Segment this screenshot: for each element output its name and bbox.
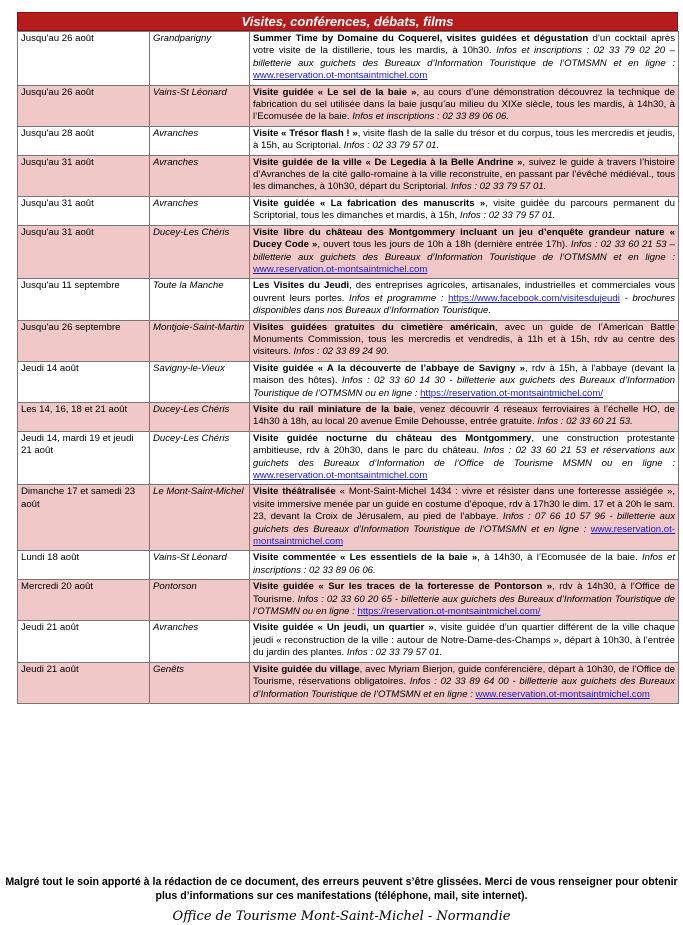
event-text-part: Visite commentée « Les essentiels de la baie » — [253, 552, 478, 564]
event-date: Jeudi 14 août — [18, 361, 150, 402]
event-text-part: Les Visites du Jeudi — [253, 280, 350, 292]
event-text-part: Visite du rail miniature de la baie — [253, 403, 413, 415]
event-text-part: , avec un guide de l’American Battle Monuments Commission, tous les mercredis et vendredis, à 11h et à 15h, rdv au centre des visiteurs. — [253, 321, 675, 358]
event-text-part: Infos : 02 33 60 21 53 – billetterie aux guichets des Bureaux d’Information Touristique de l’OTMSMN et en ligne : — [253, 239, 675, 263]
event-text-part: , avec Myriam Bierjon, guide conférencière, départ à 10h30, de l’Office de Tourisme, réservations obligatoires. — [253, 663, 675, 688]
disclaimer-text: Malgré tout le soin apporté à la rédaction de ce document, des erreurs peuvent s’être glissées. Merci de vous renseigner pour obtenir plus d’informations sur ces manifestations (téléphone, mail, site internet). — [5, 876, 678, 902]
event-place: Ducey-Les Chéris — [150, 402, 250, 431]
event-text-part: , suivez le guide à travers l’histoire d’Avranches de la cité gallo-romaine à la ville reconstruite, en passant par l’évêché médiéval., tous les dimanches, à 10h30, départ du Scriptorial. — [253, 156, 675, 193]
event-description — [250, 431, 679, 485]
event-text-part: , visite flash de la salle du trésor et du corpus, tous les mercredis et jeudis, à 15h, au Scriptorial. — [253, 127, 675, 152]
event-text-part: Visite guidée nocturne du château des Montgommery — [253, 432, 532, 444]
event-row — [18, 431, 679, 485]
event-place: Ducey-Les Chéris — [150, 431, 250, 485]
event-row — [18, 361, 679, 402]
event-place: Avranches — [150, 126, 250, 155]
event-description — [250, 580, 679, 621]
event-date: Jusqu'au 31 août — [18, 196, 150, 225]
event-link[interactable]: https://reservation.ot-montsaintmichel.com/ — [357, 606, 541, 618]
event-text-part: Visite guidée du village — [253, 663, 360, 675]
event-text-part: Infos : 02 33 89 24 90. — [293, 346, 390, 358]
event-date: Jusqu'au 26 août — [18, 32, 150, 86]
event-row — [18, 85, 679, 126]
event-date: Jeudi 21 août — [18, 621, 150, 662]
event-row — [18, 126, 679, 155]
event-description — [250, 361, 679, 402]
event-link[interactable]: www.reservation.ot-montsaintmichel.com — [253, 263, 428, 275]
event-date: Les 14, 16, 18 et 21 août — [18, 402, 150, 431]
event-text-part: Infos : 02 33 60 14 30 - billetterie aux guichets des Bureaux d’Information Touristique de l’OTMSMN ou en ligne : — [253, 375, 675, 399]
event-row — [18, 485, 679, 551]
event-date: Jusqu'au 31 août — [18, 155, 150, 196]
event-description — [250, 126, 679, 155]
event-row — [18, 551, 679, 580]
event-text-part: Infos : 02 33 60 20 65 - billetterie aux guichets des Bureaux d’Information Touristique de l’OTMSMN ou en ligne : — [253, 593, 675, 618]
event-text-part: Infos : 07 66 10 57 96 - billetterie aux guichets des Bureaux d’Information Touristique de l’OTMSMN et en ligne : — [253, 511, 675, 535]
event-row — [18, 225, 679, 279]
event-place: Avranches — [150, 155, 250, 196]
section-title: Visites, conférences, débats, films — [17, 12, 678, 31]
event-date: Jusqu'au 31 août — [18, 225, 150, 279]
event-place: Le Mont-Saint-Michel — [150, 485, 250, 551]
event-link[interactable]: www.reservation.ot-montsaintmichel.com — [253, 70, 428, 82]
event-description — [250, 662, 679, 703]
event-text-part: , visite guidée du parcours permanent du Scriptorial, tous les dimanches et mardis, à 15h, — [253, 197, 676, 222]
event-row — [18, 580, 679, 621]
event-text-part: Infos : 02 33 79 57 01. — [343, 140, 440, 152]
event-text-part: , des entreprises agricoles, artisanales, industrielles et commerciales vous ouvrent leurs portes. — [253, 280, 675, 304]
event-date: Mercredi 20 août — [18, 580, 150, 621]
event-text-part: « Mont-Saint-Michel 1434 : vivre et résister dans une forteresse assiégée », visite immersive menée par un guide en costume d’époque, rdv à 17h30 le dim. 17 et à 20h le sam. 23, devant la Croix de Jérusalem, au pied de l’abbaye. — [253, 486, 676, 523]
event-description — [250, 279, 679, 320]
event-place: Pontorson — [150, 580, 250, 621]
event-date: Jusqu'au 26 septembre — [18, 320, 150, 361]
event-text-part: Summer Time by Domaine du Coquerel, visites guidées et dégustation — [253, 33, 589, 44]
event-place: Ducey-Les Chéris — [150, 225, 250, 279]
event-text-part: Infos et programme : — [349, 292, 449, 304]
event-description — [250, 32, 679, 86]
event-text-part: Infos : 02 33 60 21 53. — [537, 416, 633, 428]
event-text-part: - brochures disponibles dans nos Bureaux d’Information Touristique. — [253, 292, 675, 317]
office-signature: Office de Tourisme Mont-Saint-Michel - Normandie — [172, 909, 511, 924]
event-link[interactable]: www.reservation.ot-montsaintmichel.com — [475, 688, 650, 700]
event-row — [18, 662, 679, 703]
event-text-part: Visite guidée « Un jeudi, un quartier » — [253, 622, 434, 634]
event-text-part: Infos : 02 33 79 57 01. — [346, 647, 443, 659]
event-link[interactable]: https://reservation.ot-montsaintmichel.com/ — [420, 387, 603, 399]
event-link[interactable]: www.reservation.ot-montsaintmichel.com — [253, 470, 428, 481]
event-description — [250, 551, 679, 580]
event-place: Avranches — [150, 196, 250, 225]
event-link[interactable]: www.reservation.ot-montsaintmichel.com — [253, 523, 675, 548]
events-sheet — [17, 12, 678, 704]
event-text-part: Visite guidée « Sur les traces de la forteresse de Pontorson » — [253, 581, 553, 593]
event-description — [250, 485, 679, 551]
event-description — [250, 225, 679, 279]
event-place: Savigny-le-Vieux — [150, 361, 250, 402]
event-row — [18, 320, 679, 361]
event-row — [18, 621, 679, 662]
event-row — [18, 196, 679, 225]
event-text-part: Visite guidée de la ville « De Legedia à la Belle Andrine » — [253, 156, 523, 168]
events-table — [17, 31, 679, 704]
event-date: Jeudi 14, mardi 19 et jeudi 21 août — [18, 431, 150, 485]
event-description — [250, 85, 679, 126]
event-row — [18, 279, 679, 320]
event-text-part: Visite guidée « La fabrication des manuscrits » — [253, 197, 486, 209]
event-text-part: Visite théâtralisée — [253, 486, 336, 498]
event-description — [250, 320, 679, 361]
event-text-part: Visite guidée « A la découverte de l’abbaye de Savigny » — [253, 362, 526, 374]
event-place: Montjoie-Saint-Martin — [150, 320, 250, 361]
event-row — [18, 402, 679, 431]
event-date: Jusqu'au 28 août — [18, 126, 150, 155]
event-date: Dimanche 17 et samedi 23 août — [18, 485, 150, 551]
event-text-part: , à 14h30, à l’Ecomusée de la baie. — [477, 552, 642, 564]
event-place: Vains-St Léonard — [150, 551, 250, 580]
event-text-part: Infos et inscriptions : 02 33 89 06 06. — [352, 111, 510, 123]
event-date: Jusqu'au 11 septembre — [18, 279, 150, 320]
event-text-part: d’un cocktail après votre visite de la distillerie, tous les mardis, à 10h30. — [253, 33, 676, 57]
event-row — [18, 155, 679, 196]
event-text-part: Infos et inscriptions : 02 33 79 02 20 – billetterie aux guichets des Bureaux d’Information Touristique de l’OTMSMN et en ligne : — [253, 45, 675, 69]
event-text-part: Infos et inscriptions : 02 33 89 06 06. — [253, 552, 675, 576]
event-text-part: Infos : 02 33 79 57 01. — [459, 210, 556, 222]
event-link[interactable]: https://www.facebook.com/visitesdujeudi — [448, 292, 620, 304]
event-text-part: Infos : 02 33 60 21 53 et réservations aux guichets des Bureaux d’Information de l’Office de Tourisme MSMN ou en ligne : — [253, 445, 675, 469]
event-text-part: , rdv à 14h30, à l’Office de Tourisme. — [253, 581, 675, 605]
event-description — [250, 402, 679, 431]
event-row — [18, 32, 679, 86]
event-description — [250, 155, 679, 196]
event-text-part: Visite « Trésor flash ! » — [253, 127, 358, 139]
event-text-part: Visite guidée « Le sel de la baie » — [253, 86, 417, 98]
event-text-part: , ouvert tous les jours de 10h à 18h (dernière entrée 17h). — [317, 239, 571, 251]
event-text-part: Visite libre du château des Montgommery incluant un jeu d’enquête grandeur nature « Ducey Code » — [253, 226, 675, 251]
event-date: Jeudi 21 août — [18, 662, 150, 703]
event-place: Grandparigny — [150, 32, 250, 86]
event-text-part: , une construction protestante ambitieuse, rdv à 20h30, dans le parc du château. — [253, 432, 675, 457]
event-date: Jusqu'au 26 août — [18, 85, 150, 126]
event-place: Vains-St Léonard — [150, 85, 250, 126]
event-place: Toute la Manche — [150, 279, 250, 320]
event-text-part: Infos : 02 33 89 64 00 - billetterie aux guichets des Bureaux d’Information Touristique de l’OTMSMN et en ligne : — [253, 676, 675, 700]
events-table-body — [18, 32, 679, 704]
event-text-part: , venez découvrir 4 réseaux ferroviaires à l’échelle HO, de 14h30 à 18h, au local 20 avenue Emile Dehousse, entrée gratuite. — [253, 403, 675, 428]
event-description — [250, 196, 679, 225]
event-date: Lundi 18 août — [18, 551, 150, 580]
event-text-part: Visites guidées gratuites du cimetière américain — [253, 321, 495, 333]
event-place: Avranches — [150, 621, 250, 662]
event-text-part: , rdv à 15h, à l’abbaye (devant la maison des hôtes). — [253, 362, 675, 387]
event-place: Genêts — [150, 662, 250, 703]
event-text-part: Infos : 02 33 79 57 01. — [450, 181, 547, 193]
event-text-part: , visite guidée d’un quartier différent de la ville chaque jeudi « reconstruction de la ville : autour de Notre-Dame-des-Champs », départ à 10h30, à l’entrée du jardin des plantes. — [253, 622, 675, 659]
event-description — [250, 621, 679, 662]
event-text-part: , au cours d’une démonstration découvrez la technique de fabrication du sel utilisée dans la baie jusqu’au milieu du XIXe siècle, tous les mardis, à 14h30, à l’Ecomusée de la baie. — [253, 86, 675, 123]
